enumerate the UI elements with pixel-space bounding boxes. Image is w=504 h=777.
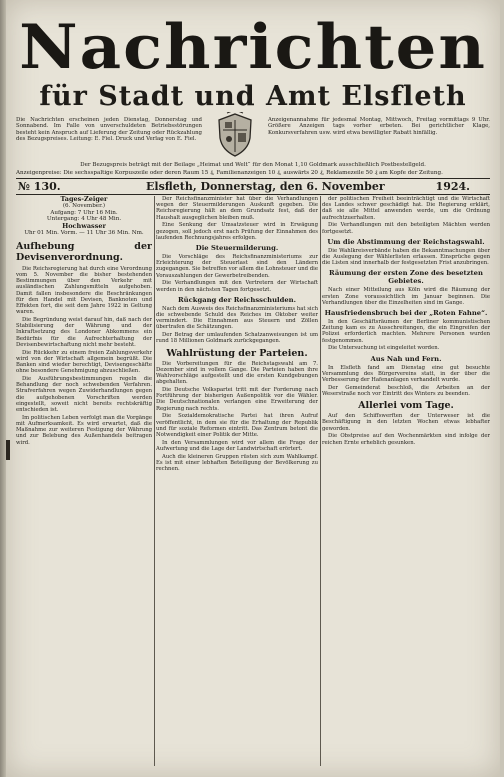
article-paragraph: Auch die kleineren Gruppen rüsten sich zum Wahlkampf. Es ist mit einer lebhaften Beteiligung der Bevölkerung zu rechnen. [156,453,318,473]
article-paragraph: Die Ausführungsbestimmungen regeln die Behandlung der noch schwebenden Verfahren. Strafverfahren wegen Zuwiderhandlungen gegen die aufgehobenen Vorschriften werden eingestellt, soweit nicht bereits rechtskräftig entschieden ist. [16,376,152,414]
article-paragraph: Nach einer Mitteilung aus Köln wird die Räumung der ersten Zone voraussichtlich im Januar beginnen. Die Verhandlungen über die Einzelheiten sind im Gange. [322,287,490,306]
column-divider [320,196,321,766]
section-heading: Hausfriedensbruch bei der „Roten Fahne“. [324,309,488,318]
article-headline: Wahlrüstung der Parteien. [166,347,308,359]
calendar-title: Tages-Zeiger [60,196,108,203]
article-paragraph: Auf den Schiffswerften der Unterweser ist die Beschäftigung in den letzten Wochen etwas lebhafter geworden. [322,413,490,432]
article-paragraph: In Elsfleth fand am Dienstag eine gut besuchte Versammlung des Bürgervereins statt, in der über die Verbesserung der Hafenanlagen verhandelt wurde. [322,364,490,384]
article-paragraph: Die Obstpreise auf den Wochenmärkten sind infolge der reichen Ernte erheblich gesunken. [322,433,490,446]
column-1 [16,196,152,768]
issue-number: № 130. [18,180,61,193]
calendar-date: (6. November.) [62,202,106,209]
article-paragraph: Die Sozialdemokratische Partei hat ihren Aufruf veröffentlicht, in dem sie für die Erhaltung der Republik und für soziale Reformen eintritt. Das Zentrum betont die Notwendigkeit einer Politik der Mitte. [156,413,318,439]
article-paragraph: Eine Senkung der Umsatzsteuer wird in Erwägung gezogen, soll jedoch erst nach Prüfung der Einnahmen des laufenden Rechnungsjahres erfolgen. [156,222,318,241]
article-paragraph: Die Verhandlungen mit den beteiligten Mächten werden fortgesetzt. [322,222,490,235]
column-3 [322,196,490,768]
article-headline: Aufhebung der Devisenverordnung. [16,240,152,263]
article-paragraph: In den Versammlungen wird vor allem die Frage der Aufwertung und die Lage der Landwirtschaft erörtert. [156,439,318,453]
article-paragraph: Der Betrag der umlaufenden Schatzanweisungen ist um rund 18 Millionen Goldmark zurückgegangen. [156,332,318,345]
article-paragraph: Die Vorschläge des Reichsfinanzministeriums zur Erleichterung der Steuerlast sind den Ländern zugegangen. Sie betreffen vor allem die Lohnsteuer und die Vorauszahlungen der Gewerbetreibenden. [156,254,318,279]
coat-of-arms-icon [215,112,255,158]
high-water-times: Uhr 01 Min. Vorm. — 11 Uhr 36 Min. Nm. [24,229,144,236]
section-heading: Räumung der ersten Zone des besetzten Gebietes. [329,269,483,286]
section-heading: Die Steuermilderung. [195,244,279,253]
subscription-price-bar: Der Bezugspreis beträgt mit der Beilage „Heimat und Welt“ für den Monat 1,10 Goldmark ausschließlich Postbestellgeld. [80,162,426,168]
article-paragraph: Die Vorbereitungen für die Reichstagswahl am 7. Dezember sind in vollem Gange. Die Parteien haben ihre Wahlvorschläge aufgestellt und die ersten Kundgebungen abgehalten. [156,360,318,386]
masthead-subtitle: für Stadt und Amt Elsfleth [39,81,467,112]
section-heading: Um die Abstimmung der Reichstagswahl. [327,237,485,246]
section-heading: Aus Nah und Fern. [370,354,442,363]
section-heading: Allerlei vom Tage. [358,400,454,412]
high-water-title: Hochwasser [62,222,106,231]
article-paragraph: Im politischen Leben verfolgt man die Vorgänge mit Aufmerksamkeit. Es wird erwartet, daß die Maßnahme zur weiteren Festigung der Währung und zur Belebung des Außenhandels beitragen wird. [16,414,152,446]
article-paragraph: Der Gemeinderat beschloß, die Arbeiten an der Weserstraße noch vor Eintritt des Winters zu beenden. [322,384,490,398]
column-divider [154,196,155,766]
article-paragraph: Der Reichsfinanzminister hat über die Verhandlungen wegen der Steuermilderungen Auskunft gegeben. Die Reichsregierung hält an dem Grundsatz fest, daß der Haushalt ausgeglichen bleiben muß. [156,196,318,221]
article-paragraph: Nach dem Ausweis des Reichsfinanzministeriums hat sich die schwebende Schuld des Reiches im Oktober weiter vermindert. Die Einnahmen aus Steuern und Zöllen übertrafen die Schätzungen. [156,305,318,331]
place-date: Elsfleth, Donnerstag, den 6. November [146,180,385,193]
article-paragraph: Die Untersuchung ist eingeleitet worden. [328,345,440,352]
calendar-box [16,196,152,237]
advertising-info: Anzeigenannahme für jedesmal Montag, Mittwoch, Freitag vormittags 9 Uhr. Größere Anzeigen tags vorher erbeten. Bei gerichtlicher Klage, Konkursverfahren usw. wird etwa bewilligter Rabatt hinfällig. [268,117,490,136]
binding-mark [6,440,10,460]
sunrise-time: Aufgang: 7 Uhr 16 Min. [50,209,118,216]
advertising-price-bar: Anzeigenpreise: Die sechsspaltige Korpuszeile oder deren Raum 15 ₰, Familienanzeigen 10 ₰, auswärts 20 ₰, Reklamezeile 50 ₰ am Kopfe der Zeitung. [16,170,443,176]
article-paragraph: Die Reichsregierung hat durch eine Verordnung vom 5. November die bisher bestehenden Bestimmungen über den Verkehr mit ausländischen Zahlungsmitteln aufgehoben. Damit fallen insbesondere die Beschränkungen für den Handel mit Devisen, Banknoten und Effekten fort, die seit dem Jahre 1922 in Geltung waren. [16,265,152,316]
article-paragraph: Die Rückkehr zu einem freien Zahlungsverkehr wird von der Wirtschaft allgemein begrüßt. Die Banken sind wieder berechtigt, Devisengeschäfte ohne besondere Genehmigung abzuschließen. [16,349,152,375]
masthead-title: Nachrichten [19,11,487,84]
section-heading: Rückgang der Reichsschulden. [178,295,296,304]
publication-info: Die Nachrichten erscheinen jeden Dienstag, Donnerstag und Sonnabend. Im Falle von unverschuldeten Betriebsstörungen besteht kein Anspruch auf Lieferung der Zeitung oder Rückzahlung des Bezugspreises. Leitung: E. Fiel. Druck und Verlag von E. Fiel. [16,117,202,142]
column-2 [156,196,318,768]
dateline [16,180,490,194]
article-paragraph: In den Geschäftsräumen der Berliner kommunistischen Zeitung kam es zu Ausschreitungen, die ein Eingreifen der Polizei erforderlich machten. Mehrere Personen wurden festgenommen. [322,319,490,344]
article-paragraph: Die Deutsche Volkspartei tritt mit der Forderung nach Fortführung der bisherigen Außenpolitik vor die Wähler. Die Deutschnationalen verlangen eine Erweiterung der Regierung nach rechts. [156,387,318,412]
article-paragraph: Die Verhandlungen mit den Vertretern der Wirtschaft werden in den nächsten Tagen fortgesetzt. [156,280,318,293]
issue-year: 1924. [435,180,470,193]
article-paragraph: der politischen Freiheit beeinträchtigt und die Wirtschaft des Landes schwer geschädigt hat. Die Regierung erklärt, daß sie alle Mittel anwenden werde, um die Ordnung aufrechtzuerhalten. [322,196,490,221]
sunset-time: Untergang: 4 Uhr 48 Min. [46,216,122,223]
article-paragraph: Die Begründung weist darauf hin, daß nach der Stabilisierung der Währung und der Inkraftsetzung des Londoner Abkommens ein Bedürfnis für die Aufrechterhaltung der Devisenbewirtschaftung nicht mehr besteht. [16,317,152,348]
newspaper-page [6,0,500,777]
article-paragraph: Die Wahlkreisverbände haben die Bekanntmachungen über die Auslegung der Wählerlisten erlassen. Einsprüche gegen die Listen sind innerhalb der festgesetzten Frist anzubringen. [322,247,490,267]
